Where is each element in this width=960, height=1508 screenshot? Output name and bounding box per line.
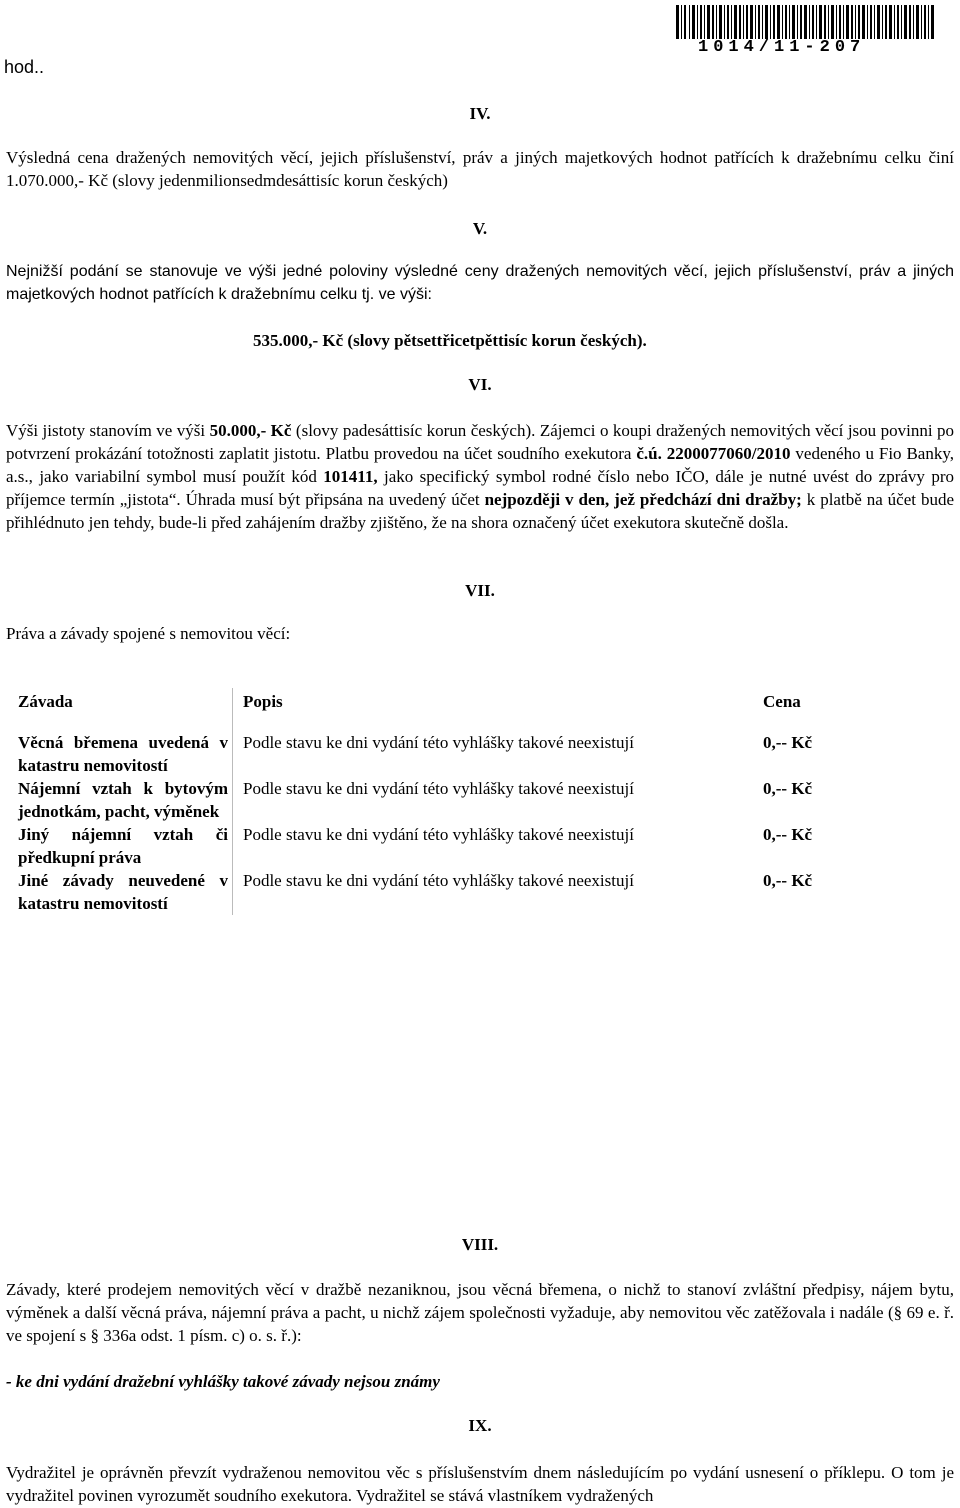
row-description: Podle stavu ke dni vydání této vyhlášky takové neexistují [243, 871, 634, 890]
section-heading-iv: IV. [469, 104, 491, 123]
row-price: 0,-- Kč [763, 733, 813, 752]
rights-intro: Práva a závady spojené s nemovitou věcí: [6, 624, 291, 643]
row-description: Podle stavu ke dni vydání této vyhlášky takové neexistují [243, 779, 634, 798]
row-description: Podle stavu ke dni vydání této vyhlášky takové neexistují [243, 825, 634, 844]
vi-part1: Výši jistoty stanovím ve výši [6, 421, 210, 440]
table-header-row [14, 688, 927, 731]
section-heading-v: V. [472, 219, 488, 238]
section-viii-text: Závady, které prodejem nemovitých věcí v dražbě nezaniknou, jsou věcná břemena, o nichž to stanoví zvláštní předpisy, nájem bytu, výměnek a další věcná práva, nájemní práva a pacht, u nichž zájem společnosti vyžaduje, aby nemovitou věc zatěžovala i nadále (§ 69 e. ř. ve spojení s § 336a odst. 1 písm. c) o. s. ř.): [6, 1280, 954, 1345]
vi-bold3: 101411, [323, 467, 378, 486]
row-defect: Jiné závady neuvedené v katastru nemovitostí [14, 869, 233, 915]
vi-bold4: nejpozději v den, jež předchází dni dražby; [484, 490, 802, 509]
row-price: 0,-- Kč [763, 871, 813, 890]
section-heading-vii: VII. [465, 581, 495, 600]
row-defect: Jiný nájemní vztah či předkupní práva [14, 823, 233, 869]
header-defect: Závada [14, 688, 233, 731]
vi-part5: k platbě na účet bude přihlédnuto jen tehdy, bude-li před zahájením dražby zjištěno, že na shora označený účet exekutora skutečně došla. [6, 490, 954, 532]
header-description: Popis [243, 692, 283, 711]
section-v-text: Nejnižší podání se stanovuje ve výši jedné poloviny výsledné ceny dražených nemovitých věcí, jejich příslušenství, práv a jiných majetkových hodnot patřících k dražebnímu celku tj. ve výši: [6, 263, 954, 303]
row-description: Podle stavu ke dni vydání této vyhlášky takové neexistují [243, 733, 634, 752]
section-viii-note: - ke dni vydání dražební vyhlášky takové závady nejsou známy [6, 1372, 440, 1391]
header-price: Cena [763, 692, 801, 711]
minimum-bid-amount: 535.000,- Kč (slovy pětsettřicetpěttisíc korun českých). [253, 331, 647, 350]
table-row [14, 823, 927, 869]
vi-part2: (slovy padesáttisíc korun českých). Zájemci o koupi dražených nemovitých věcí jsou povinni po potvrzení prokázání totožnosti zaplatit jistotu. Platbu provedou na účet soudního exekutora [6, 421, 955, 463]
table-row [14, 869, 927, 915]
vi-bold2: č.ú. 2200077060/2010 [636, 444, 791, 463]
defects-table [14, 688, 928, 915]
section-iv-text: Výsledná cena dražených nemovitých věcí, jejich příslušenství, práv a jiných majetkových hodnot patřících k dražebnímu celku činí 1.070.000,- Kč (slovy jedenmilionsedmdesáttisíc korun českých) [6, 148, 954, 190]
table-row [14, 777, 927, 823]
vi-part3: vedeného u Fio Banky, a.s., jako variabilní symbol musí použít kód [6, 444, 954, 486]
section-ix-text: Vydražitel je oprávněn převzít vydraženou nemovitou věc s příslušenstvím dnem následujícím po vydání usnesení o příklepu. O tom je vydražitel povinen vyrozumět soudního exekutora. Vydražitel se stává vlastníkem vydražených [6, 1463, 954, 1505]
row-price: 0,-- Kč [763, 779, 813, 798]
section-heading-vi: VI. [468, 375, 492, 394]
vi-bold1: 50.000,- Kč [209, 421, 292, 440]
table-row [14, 731, 927, 777]
section-heading-viii: VIII. [461, 1235, 499, 1254]
barcode-number: 1014/11-207 [698, 38, 866, 57]
row-defect: Nájemní vztah k bytovým jednotkám, pacht, výměnek [14, 777, 233, 823]
header-left-text: hod.. [4, 57, 45, 77]
section-heading-ix: IX. [468, 1416, 492, 1435]
row-defect: Věcná břemena uvedená v katastru nemovitostí [14, 731, 233, 777]
row-price: 0,-- Kč [763, 825, 813, 844]
section-vi-text [6, 419, 954, 534]
barcode [676, 5, 934, 39]
vi-part4: jako specifický symbol rodné číslo nebo IČO, dále je nutné uvést do zprávy pro příjemce termín „jistota“. Úhrada musí být připsána na uvedený účet [6, 467, 954, 509]
